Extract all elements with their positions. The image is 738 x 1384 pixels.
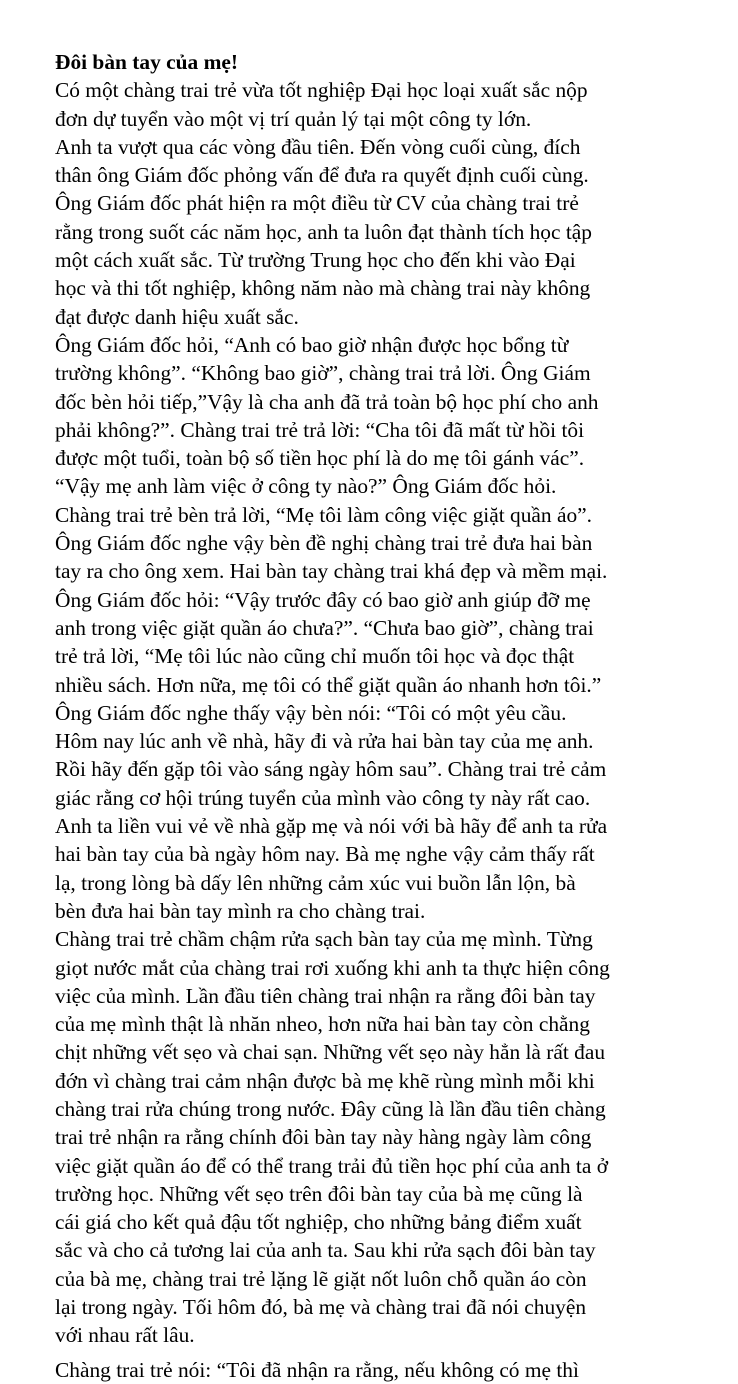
text-line: với nhau rất lâu. <box>55 1323 195 1348</box>
text-line: cái giá cho kết quả đậu tốt nghiệp, cho những bảng điểm xuất <box>55 1210 582 1235</box>
text-line: tay ra cho ông xem. Hai bàn tay chàng trai khá đẹp và mềm mại. <box>55 559 608 584</box>
text-line: đơn dự tuyển vào một vị trí quản lý tại một công ty lớn. <box>55 106 532 131</box>
text-line: rằng trong suốt các năm học, anh ta luôn đạt thành tích học tập <box>55 219 592 244</box>
text-line: giọt nước mắt của chàng trai rơi xuống khi anh ta thực hiện công <box>55 955 610 980</box>
text-line: được một tuổi, toàn bộ số tiền học phí là do mẹ tôi gánh vác”. <box>55 446 585 471</box>
text-line: đốc bèn hỏi tiếp,”Vậy là cha anh đã trả toàn bộ học phí cho anh <box>55 389 599 414</box>
text-line: Chàng trai trẻ chầm chậm rửa sạch bàn tay của mẹ mình. Từng <box>55 927 593 952</box>
text-line: Ông Giám đốc hỏi: “Vậy trước đây có bao giờ anh giúp đỡ mẹ <box>55 587 591 612</box>
document-body <box>55 48 705 1350</box>
text-line: Có một chàng trai trẻ vừa tốt nghiệp Đại học loại xuất sắc nộp <box>55 78 588 103</box>
text-line: của bà mẹ, chàng trai trẻ lặng lẽ giặt nốt luôn chỗ quần áo còn <box>55 1266 587 1291</box>
text-line: trẻ trả lời, “Mẹ tôi lúc nào cũng chỉ muốn tôi học và đọc thật <box>55 644 575 669</box>
text-line: Anh ta vượt qua các vòng đầu tiên. Đến vòng cuối cùng, đích <box>55 134 581 159</box>
text-line: Rồi hãy đến gặp tôi vào sáng ngày hôm sau”. Chàng trai trẻ cảm <box>55 757 607 782</box>
text-line: Chàng trai trẻ bèn trả lời, “Mẹ tôi làm công việc giặt quần áo”. <box>55 502 592 527</box>
document-title: Đôi bàn tay của mẹ! <box>55 50 239 74</box>
text-line: nhiều sách. Hơn nữa, mẹ tôi có thể giặt quần áo nhanh hơn tôi.” <box>55 672 602 697</box>
text-line: chàng trai rửa chúng trong nước. Đây cũng là lần đầu tiên chàng <box>55 1096 606 1121</box>
text-line: hai bàn tay của bà ngày hôm nay. Bà mẹ nghe vậy cảm thấy rất <box>55 842 595 867</box>
text-line: lạ, trong lòng bà dấy lên những cảm xúc vui buồn lẫn lộn, bà <box>55 870 576 895</box>
text-line: Ông Giám đốc nghe thấy vậy bèn nói: “Tôi có một yêu cầu. <box>55 700 567 725</box>
text-line: học và thi tốt nghiệp, không năm nào mà chàng trai này không <box>55 276 591 301</box>
text-line: anh trong việc giặt quần áo chưa?”. “Chưa bao giờ”, chàng trai <box>55 615 594 640</box>
text-line: giác rằng cơ hội trúng tuyển của mình vào công ty này rất cao. <box>55 785 591 810</box>
text-line: phải không?”. Chàng trai trẻ trả lời: “Cha tôi đã mất từ hồi tôi <box>55 417 585 442</box>
text-line: một cách xuất sắc. Từ trường Trung học cho đến khi vào Đại <box>55 248 576 273</box>
text-line: Anh ta liền vui vẻ về nhà gặp mẹ và nói với bà hãy để anh ta rửa <box>55 814 608 839</box>
text-line: bèn đưa hai bàn tay mình ra cho chàng trai. <box>55 898 426 923</box>
text-line: Ông Giám đốc phát hiện ra một điều từ CV của chàng trai trẻ <box>55 191 579 216</box>
text-line: trai trẻ nhận ra rằng chính đôi bàn tay này hàng ngày làm công <box>55 1125 592 1150</box>
text-line: việc giặt quần áo để có thể trang trải đủ tiền học phí của anh ta ở <box>55 1153 609 1178</box>
text-line: trường không”. “Không bao giờ”, chàng trai trả lời. Ông Giám <box>55 361 591 386</box>
text-line: Ông Giám đốc nghe vậy bèn đề nghị chàng trai trẻ đưa hai bàn <box>55 531 593 556</box>
text-line: lại trong ngày. Tối hôm đó, bà mẹ và chàng trai đã nói chuyện <box>55 1295 587 1320</box>
text-line: của mẹ mình thật là nhăn nheo, hơn nữa hai bàn tay còn chằng <box>55 1012 590 1037</box>
text-line: Ông Giám đốc hỏi, “Anh có bao giờ nhận được học bổng từ <box>55 332 569 357</box>
text-line: đớn vì chàng trai cảm nhận được bà mẹ khẽ rùng mình mỗi khi <box>55 1068 595 1093</box>
text-line: sắc và cho cả tương lai của anh ta. Sau khi rửa sạch đôi bàn tay <box>55 1238 596 1263</box>
text-line: chịt những vết sẹo và chai sạn. Những vết sẹo này hẳn là rất đau <box>55 1040 606 1065</box>
text-line: “Vậy mẹ anh làm việc ở công ty nào?” Ông Giám đốc hỏi. <box>55 474 557 499</box>
cut-off-text-line: Chàng trai trẻ nói: “Tôi đã nhận ra rằng, nếu không có mẹ thì <box>55 1358 579 1382</box>
text-line: trường học. Những vết sẹo trên đôi bàn tay của bà mẹ cũng là <box>55 1181 583 1206</box>
text-line: Hôm nay lúc anh về nhà, hãy đi và rửa hai bàn tay của mẹ anh. <box>55 729 594 754</box>
paragraph-lines <box>55 76 705 1349</box>
text-line: đạt được danh hiệu xuất sắc. <box>55 304 299 329</box>
text-line: việc của mình. Lần đầu tiên chàng trai nhận ra rằng đôi bàn tay <box>55 983 596 1008</box>
text-line: thân ông Giám đốc phỏng vấn để đưa ra quyết định cuối cùng. <box>55 163 589 188</box>
